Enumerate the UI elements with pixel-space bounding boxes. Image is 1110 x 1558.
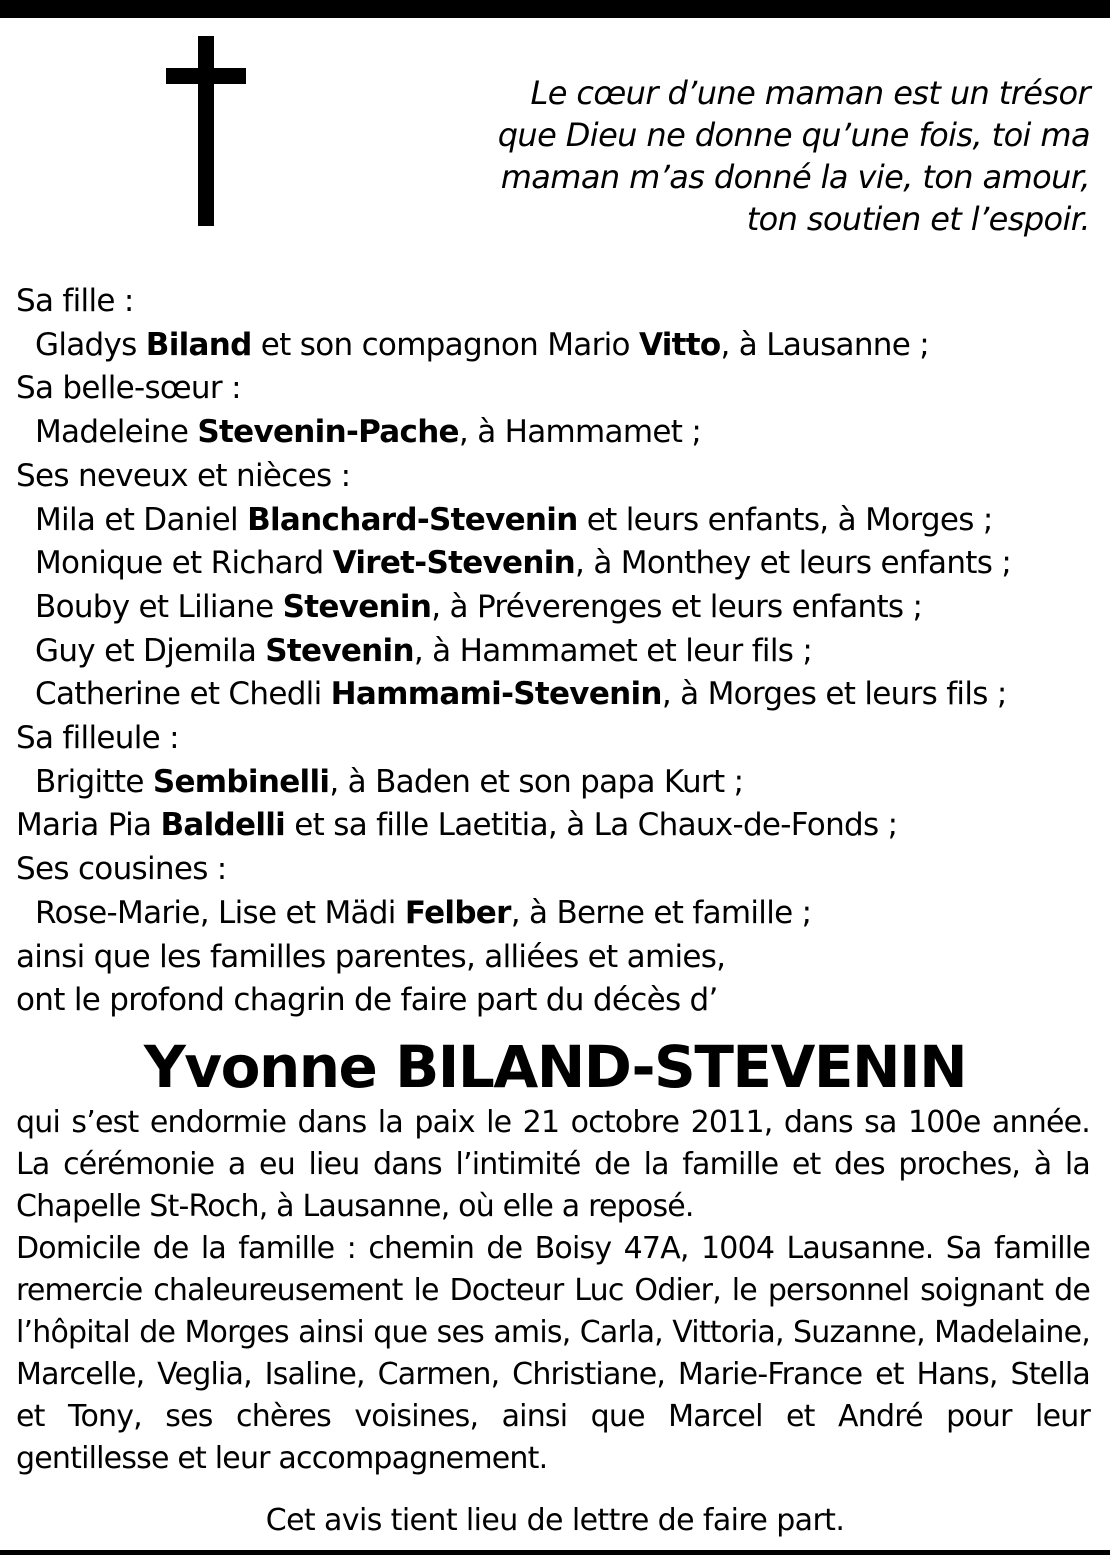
family-line [16,586,1096,630]
family-surname: Baldelli [160,807,286,844]
bottom-border-rule [0,1550,1110,1555]
family-text: , à Baden et son papa Kurt ; [329,763,744,800]
family-surname: Stevenin [282,588,432,625]
family-text: Bouby et Liliane [35,588,283,625]
family-text: , à Hammamet et leur fils ; [413,632,813,669]
family-surname: Vitto [638,326,721,363]
family-line [16,717,1096,761]
family-text: Monique et Richard [35,545,333,582]
family-line [16,848,1096,892]
family-surname: Stevenin [265,632,414,669]
family-text: Guy et Djemila [35,632,266,669]
family-text: et son compagnon Mario [251,326,639,363]
family-line [16,936,1096,980]
family-line [16,455,1096,499]
family-line [16,324,1096,368]
family-text: , à Lausanne ; [720,326,929,363]
quote-line: maman m’as donné la vie, ton amour, [500,158,1090,196]
family-text: Ses neveux et nièces : [16,457,351,494]
family-surname: Felber [404,894,511,931]
family-line [16,367,1096,411]
latin-cross-icon [166,36,246,226]
family-text: Maria Pia [16,807,161,844]
family-line [16,542,1096,586]
quote-line: Le cœur d’une maman est un trésor [530,74,1090,112]
family-text: , à Hammamet ; [458,414,702,451]
family-surname: Stevenin-Pache [197,414,459,451]
top-border-rule [0,0,1110,18]
obituary-details [16,1102,1090,1480]
family-text: Sa filleule : [16,720,179,757]
deceased-name: Yvonne BILAND-STEVENIN [143,1033,967,1101]
family-line [16,804,1096,848]
family-text: , à Préverenges et leurs enfants ; [431,588,923,625]
family-surname: Viret-Stevenin [332,545,576,582]
quote-line: ton soutien et l’espoir. [746,200,1090,238]
family-text: , à Berne et famille ; [510,894,812,931]
family-text: ont le profond chagrin de faire part du décès d’ [16,982,718,1019]
family-line [16,673,1096,717]
family-text: Ses cousines : [16,851,227,888]
family-text: et leurs enfants, à Morges ; [577,501,993,538]
details-paragraph: Domicile de la famille : chemin de Boisy 47A, 1004 Lausanne. Sa famille remercie chaleureusement le Docteur Luc Odier, le personnel soignant de l’hôpital de Morges ainsi que ses amis, Carla, Vittoria, Suzanne, Madelaine, Marcelle, Veglia, Isaline, Carmen, Christiane, Marie-France et Hans, Stella et Tony, ses chères voisines, ainsi que Marcel et André pour leur gentillesse et leur accompagnement. [16,1231,1090,1476]
family-surname: Hammami-Stevenin [330,676,662,713]
family-text: ainsi que les familles parentes, alliées et amies, [16,938,726,975]
family-line [16,761,1096,805]
family-text: Sa belle-sœur : [16,370,241,407]
family-line [16,630,1096,674]
family-line [16,892,1096,936]
memorial-quote [450,72,1090,240]
family-text: Brigitte [35,763,153,800]
family-text: , à Monthey et leurs enfants ; [575,545,1012,582]
family-line [16,280,1096,324]
family-text: Gladys [35,326,146,363]
family-text: Catherine et Chedli [35,676,331,713]
closing-note: Cet avis tient lieu de lettre de faire part. [265,1503,845,1538]
family-text: Rose-Marie, Lise et Mädi [35,894,405,931]
family-text: , à Morges et leurs fils ; [661,676,1007,713]
family-line [16,411,1096,455]
family-surname: Biland [145,326,252,363]
family-list [16,280,1096,1023]
family-line [16,979,1096,1023]
details-paragraph: qui s’est endormie dans la paix le 21 octobre 2011, dans sa 100e année. La cérémonie a eu lieu dans l’intimité de la famille et des proches, à la Chapelle St-Roch, à Lausanne, où elle a reposé. [16,1105,1090,1224]
family-text: et sa fille Laetitia, à La Chaux-de-Fonds ; [285,807,898,844]
family-text: Madeleine [35,414,198,451]
family-text: Mila et Daniel [35,501,248,538]
family-line [16,499,1096,543]
quote-line: que Dieu ne donne qu’une fois, toi ma [497,116,1090,154]
family-surname: Sembinelli [152,763,330,800]
family-surname: Blanchard-Stevenin [247,501,578,538]
family-text: Sa fille : [16,283,134,319]
